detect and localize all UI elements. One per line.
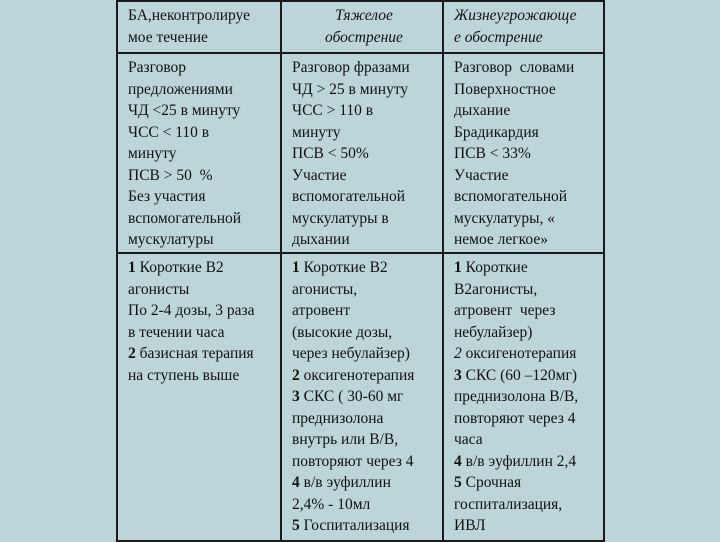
cell-line: минуту bbox=[128, 145, 177, 162]
cell-line: немое легкое» bbox=[454, 231, 548, 248]
header-uncontrolled bbox=[117, 1, 281, 53]
cell-line: Разговор словами bbox=[454, 59, 575, 76]
cell-line: Участие bbox=[454, 166, 509, 184]
cell-line: внутрь или В/В, bbox=[292, 431, 399, 448]
cell-line: вспомогательной bbox=[292, 188, 406, 205]
cell-line: 2,4% - 10мл bbox=[292, 495, 371, 513]
cell-line: небулайзер) bbox=[454, 323, 533, 341]
cell-line: агонисты bbox=[128, 280, 190, 298]
cell-line: ЧСС > 110 в bbox=[292, 102, 374, 119]
cell-line: предложениями bbox=[128, 80, 233, 98]
cell-line: вспомогательной bbox=[454, 188, 568, 205]
cell-line: мускулатуры, « bbox=[454, 209, 556, 227]
cell-text: базисная терапия bbox=[135, 345, 254, 362]
cell-line: ЧСС < 110 в bbox=[128, 123, 210, 141]
symptoms-uncontrolled bbox=[117, 53, 281, 253]
cell-line: в течении часа bbox=[128, 323, 225, 341]
cell-line: По 2-4 дозы, 3 раза bbox=[128, 302, 255, 319]
cell-line: ИВЛ bbox=[454, 517, 486, 534]
step-number: 1 bbox=[454, 259, 462, 276]
cell-line: атровент через bbox=[454, 302, 556, 319]
header-row bbox=[117, 1, 604, 53]
cell-line: Разговор фразами bbox=[292, 59, 410, 76]
cell-line: Поверхностное bbox=[454, 80, 556, 98]
step-number: 3 bbox=[292, 388, 300, 405]
header-severe bbox=[281, 1, 443, 53]
step-number: 3 bbox=[454, 366, 462, 384]
cell-line bbox=[454, 451, 597, 473]
cell-line: повторяют через 4 bbox=[454, 409, 576, 427]
step-number: 2 bbox=[292, 366, 300, 384]
cell-line bbox=[454, 472, 597, 494]
cell-line bbox=[454, 257, 597, 279]
treatment-life-threatening bbox=[443, 253, 604, 541]
cell-line: преднизолона В/В, bbox=[454, 388, 579, 405]
step-number: 1 bbox=[128, 259, 136, 276]
symptoms-severe bbox=[281, 53, 443, 253]
cell-line: вспомогательной bbox=[128, 209, 242, 227]
cell-line: Без участия bbox=[128, 188, 206, 205]
symptoms-life-threatening bbox=[443, 53, 604, 253]
cell-line: В2агонисты, bbox=[454, 280, 538, 298]
step-number: 2 bbox=[454, 345, 462, 362]
asthma-exacerbation-table bbox=[116, 0, 605, 542]
header-life-threatening bbox=[443, 1, 604, 53]
cell-line: ПСВ < 50% bbox=[292, 145, 369, 162]
cell-line: ПСВ < 33% bbox=[454, 145, 531, 162]
cell-text: Короткие В2 bbox=[135, 259, 224, 276]
cell-line: госпитализация, bbox=[454, 495, 563, 513]
cell-line: через небулайзер) bbox=[292, 345, 410, 362]
cell-line bbox=[292, 365, 436, 387]
step-number: 2 bbox=[128, 345, 136, 362]
step-number: 4 bbox=[292, 474, 300, 491]
cell-line: минуту bbox=[292, 123, 341, 141]
cell-text: оксигенотерапия bbox=[461, 345, 577, 362]
cell-text: СКС (60 –120мг) bbox=[461, 366, 577, 384]
cell-text: Короткие В2 bbox=[299, 259, 388, 276]
header-text: обострение bbox=[325, 28, 403, 46]
cell-text: в/в эуфиллин bbox=[299, 474, 391, 491]
cell-line: часа bbox=[454, 431, 483, 448]
cell-text: Короткие bbox=[461, 259, 528, 276]
cell-line: мускулатуры в bbox=[292, 209, 389, 227]
step-number: 5 bbox=[292, 517, 300, 534]
cell-line bbox=[128, 257, 274, 279]
cell-text: Госпитализация bbox=[299, 517, 410, 534]
header-text: мое течение bbox=[128, 28, 208, 46]
cell-line: преднизолона bbox=[292, 409, 384, 427]
header-text: БА,неконтролируе bbox=[128, 7, 250, 24]
cell-line: Участие bbox=[292, 166, 347, 184]
cell-line: атровент bbox=[292, 302, 351, 319]
cell-line: ЧД <25 в минуту bbox=[128, 102, 241, 119]
treatment-uncontrolled bbox=[117, 253, 281, 541]
cell-line bbox=[292, 515, 436, 537]
cell-text: оксигенотерапия bbox=[299, 366, 415, 384]
cell-line bbox=[454, 343, 597, 365]
cell-line: мускулатуры bbox=[128, 231, 214, 248]
cell-line bbox=[128, 343, 274, 365]
cell-line: повторяют через 4 bbox=[292, 452, 414, 470]
cell-line bbox=[454, 365, 597, 387]
cell-line: ПСВ > 50 % bbox=[128, 166, 213, 184]
cell-line bbox=[292, 257, 436, 279]
cell-text: СКС ( 30-60 мг bbox=[299, 388, 404, 405]
cell-line: дыхании bbox=[292, 231, 350, 248]
cell-text: Срочная bbox=[461, 474, 522, 491]
cell-line: ЧД > 25 в минуту bbox=[292, 80, 409, 98]
symptoms-row bbox=[117, 53, 604, 253]
cell-line bbox=[292, 386, 436, 408]
treatment-row bbox=[117, 253, 604, 541]
header-text: е обострение bbox=[454, 28, 543, 46]
cell-line: агонисты, bbox=[292, 280, 358, 298]
step-number: 4 bbox=[454, 452, 462, 470]
cell-line: Брадикардия bbox=[454, 123, 539, 141]
treatment-severe bbox=[281, 253, 443, 541]
cell-line: дыхание bbox=[454, 102, 511, 119]
step-number: 1 bbox=[292, 259, 300, 276]
cell-line: (высокие дозы, bbox=[292, 323, 393, 341]
cell-line bbox=[292, 472, 436, 494]
cell-line: на ступень выше bbox=[128, 366, 240, 384]
cell-line: Разговор bbox=[128, 59, 187, 76]
header-text: Жизнеугрожающе bbox=[454, 7, 577, 24]
cell-text: в/в эуфиллин 2,4 bbox=[461, 452, 577, 470]
step-number: 5 bbox=[454, 474, 462, 491]
header-text: Тяжелое bbox=[335, 7, 393, 24]
